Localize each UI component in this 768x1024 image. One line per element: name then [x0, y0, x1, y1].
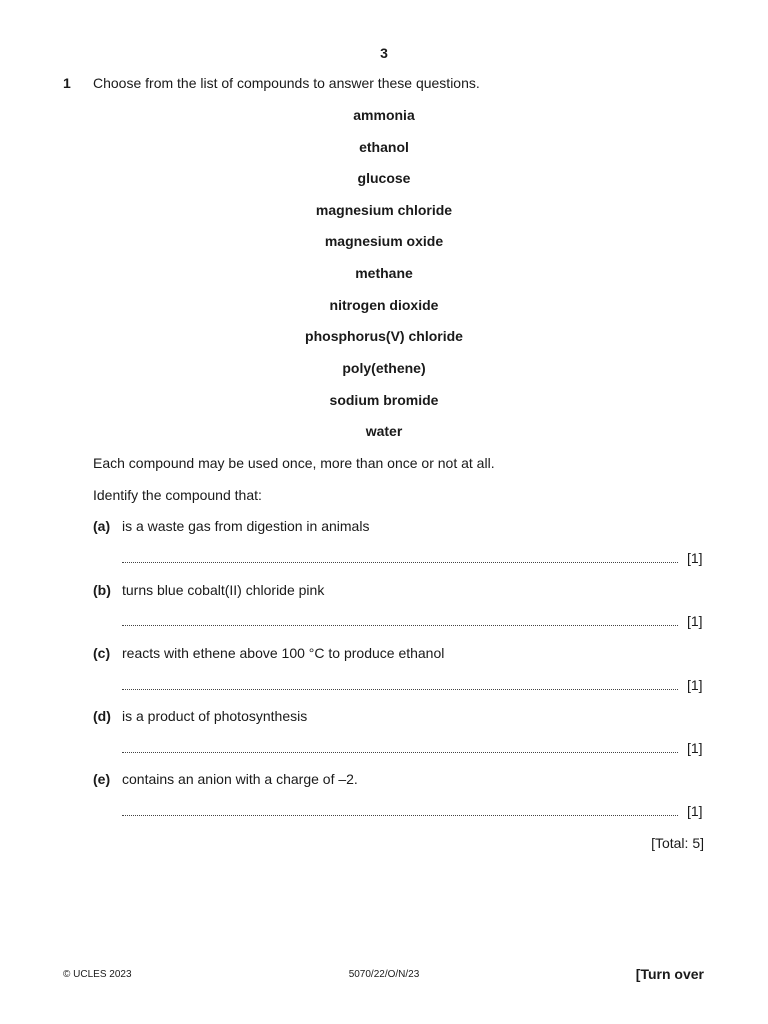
part-mark: [1] — [687, 550, 703, 566]
part-mark: [1] — [687, 803, 703, 819]
part-label: (a) — [93, 518, 111, 534]
page-number: 3 — [380, 45, 388, 61]
compound-item: phosphorus(V) chloride — [305, 328, 463, 344]
part-mark: [1] — [687, 677, 703, 693]
part-label: (e) — [93, 771, 111, 787]
compound-item: ethanol — [359, 139, 409, 155]
compound-item: magnesium oxide — [324, 233, 444, 249]
part-label: (d) — [93, 708, 111, 724]
part-mark: [1] — [687, 740, 703, 756]
usage-note: Each compound may be used once, more than once or not at all. — [93, 455, 495, 471]
compound-item: water — [365, 423, 403, 439]
part-text: turns blue cobalt(II) chloride pink — [122, 582, 325, 598]
instruction-text: Identify the compound that: — [93, 487, 262, 503]
compound-item: ammonia — [353, 107, 415, 123]
question-intro: Choose from the list of compounds to answer these questions. — [93, 75, 480, 91]
part-text: is a product of photosynthesis — [122, 708, 308, 724]
part-text: contains an anion with a charge of –2. — [122, 771, 358, 787]
total-marks: [Total: 5] — [651, 835, 704, 851]
compound-item: nitrogen dioxide — [329, 297, 439, 313]
answer-line[interactable] — [122, 689, 678, 690]
footer-copyright: © UCLES 2023 — [63, 969, 132, 980]
answer-line[interactable] — [122, 815, 678, 816]
question-number: 1 — [63, 75, 71, 91]
answer-line[interactable] — [122, 562, 678, 563]
part-label: (b) — [93, 582, 111, 598]
part-text: is a waste gas from digestion in animals — [122, 518, 370, 534]
compound-item: glucose — [357, 170, 411, 186]
turn-over: [Turn over — [635, 966, 704, 982]
answer-line[interactable] — [122, 752, 678, 753]
compound-item: magnesium chloride — [315, 202, 453, 218]
compound-item: sodium bromide — [329, 392, 439, 408]
compound-item: methane — [355, 265, 413, 281]
part-text: reacts with ethene above 100 °C to produce ethanol — [122, 645, 445, 661]
part-label: (c) — [93, 645, 111, 661]
compound-item: poly(ethene) — [342, 360, 426, 376]
part-mark: [1] — [687, 613, 703, 629]
footer-code: 5070/22/O/N/23 — [348, 969, 420, 980]
answer-line[interactable] — [122, 625, 678, 626]
